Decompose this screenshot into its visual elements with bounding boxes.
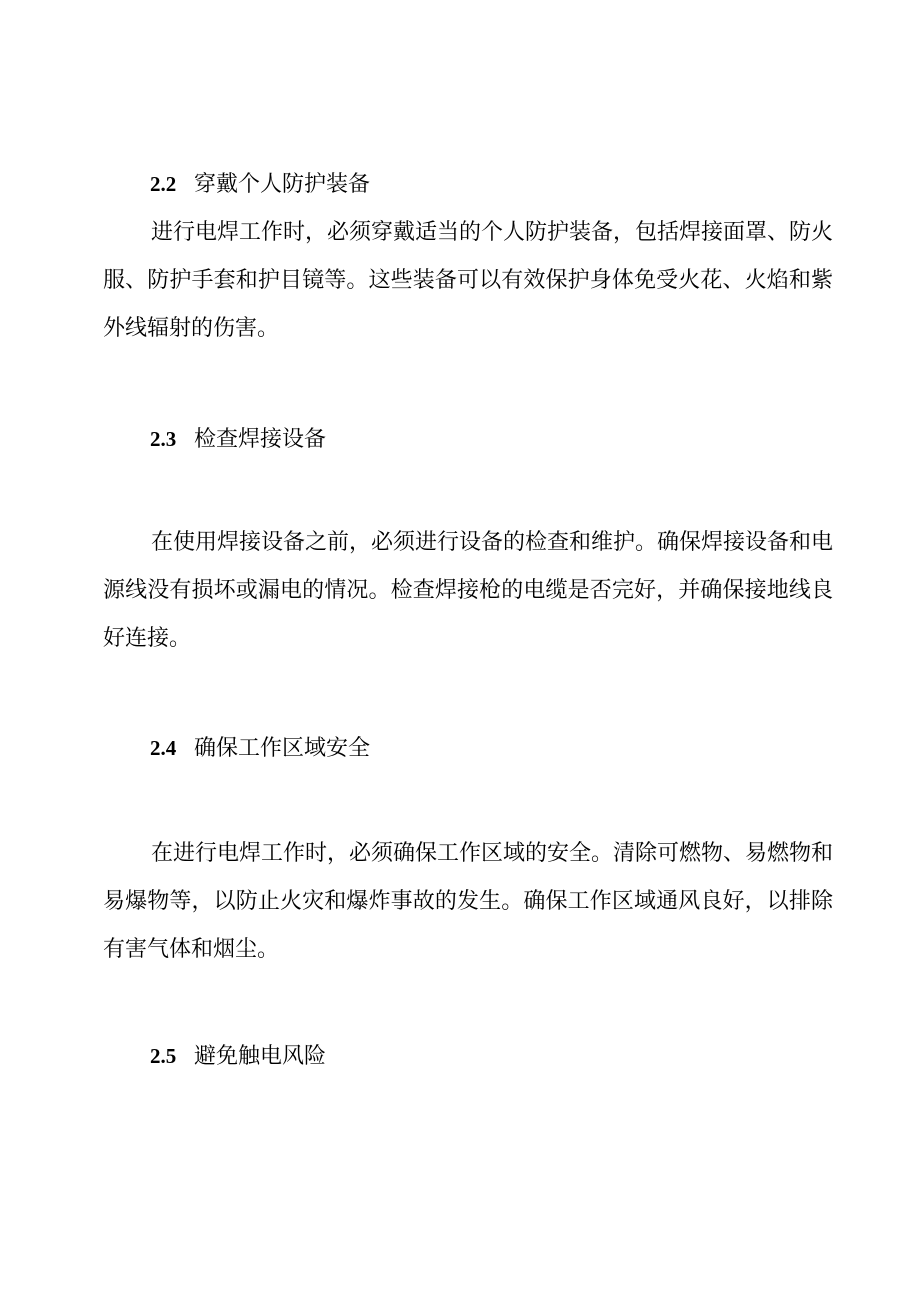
section-heading-2-2 [150, 168, 370, 200]
section-number: 2.3 [150, 427, 177, 451]
section-heading-2-4 [150, 732, 370, 764]
section-title: 检查焊接设备 [194, 427, 327, 452]
section-title: 确保工作区域安全 [194, 736, 371, 761]
section-heading-2-5 [150, 1040, 326, 1072]
section-body-2-2: 进行电焊工作时，必须穿戴适当的个人防护装备，包括焊接面罩、防火服、防护手套和护目镜等。这些装备可以有效保护身体免受火花、火焰和紫外线辐射的伤害。 [103, 220, 834, 341]
section-body-2-3: 在使用焊接设备之前，必须进行设备的检查和维护。确保焊接设备和电源线没有损坏或漏电的情况。检查焊接枪的电缆是否完好，并确保接地线良好连接。 [103, 530, 834, 651]
section-title: 穿戴个人防护装备 [194, 172, 371, 197]
section-title: 避免触电风险 [194, 1044, 327, 1069]
section-number: 2.2 [150, 172, 177, 196]
section-heading-2-3 [150, 423, 326, 455]
section-number: 2.4 [150, 736, 177, 760]
section-number: 2.5 [150, 1044, 177, 1068]
section-body-2-4: 在进行电焊工作时，必须确保工作区域的安全。清除可燃物、易燃物和易爆物等，以防止火灾和爆炸事故的发生。确保工作区域通风良好，以排除有害气体和烟尘。 [103, 841, 834, 962]
